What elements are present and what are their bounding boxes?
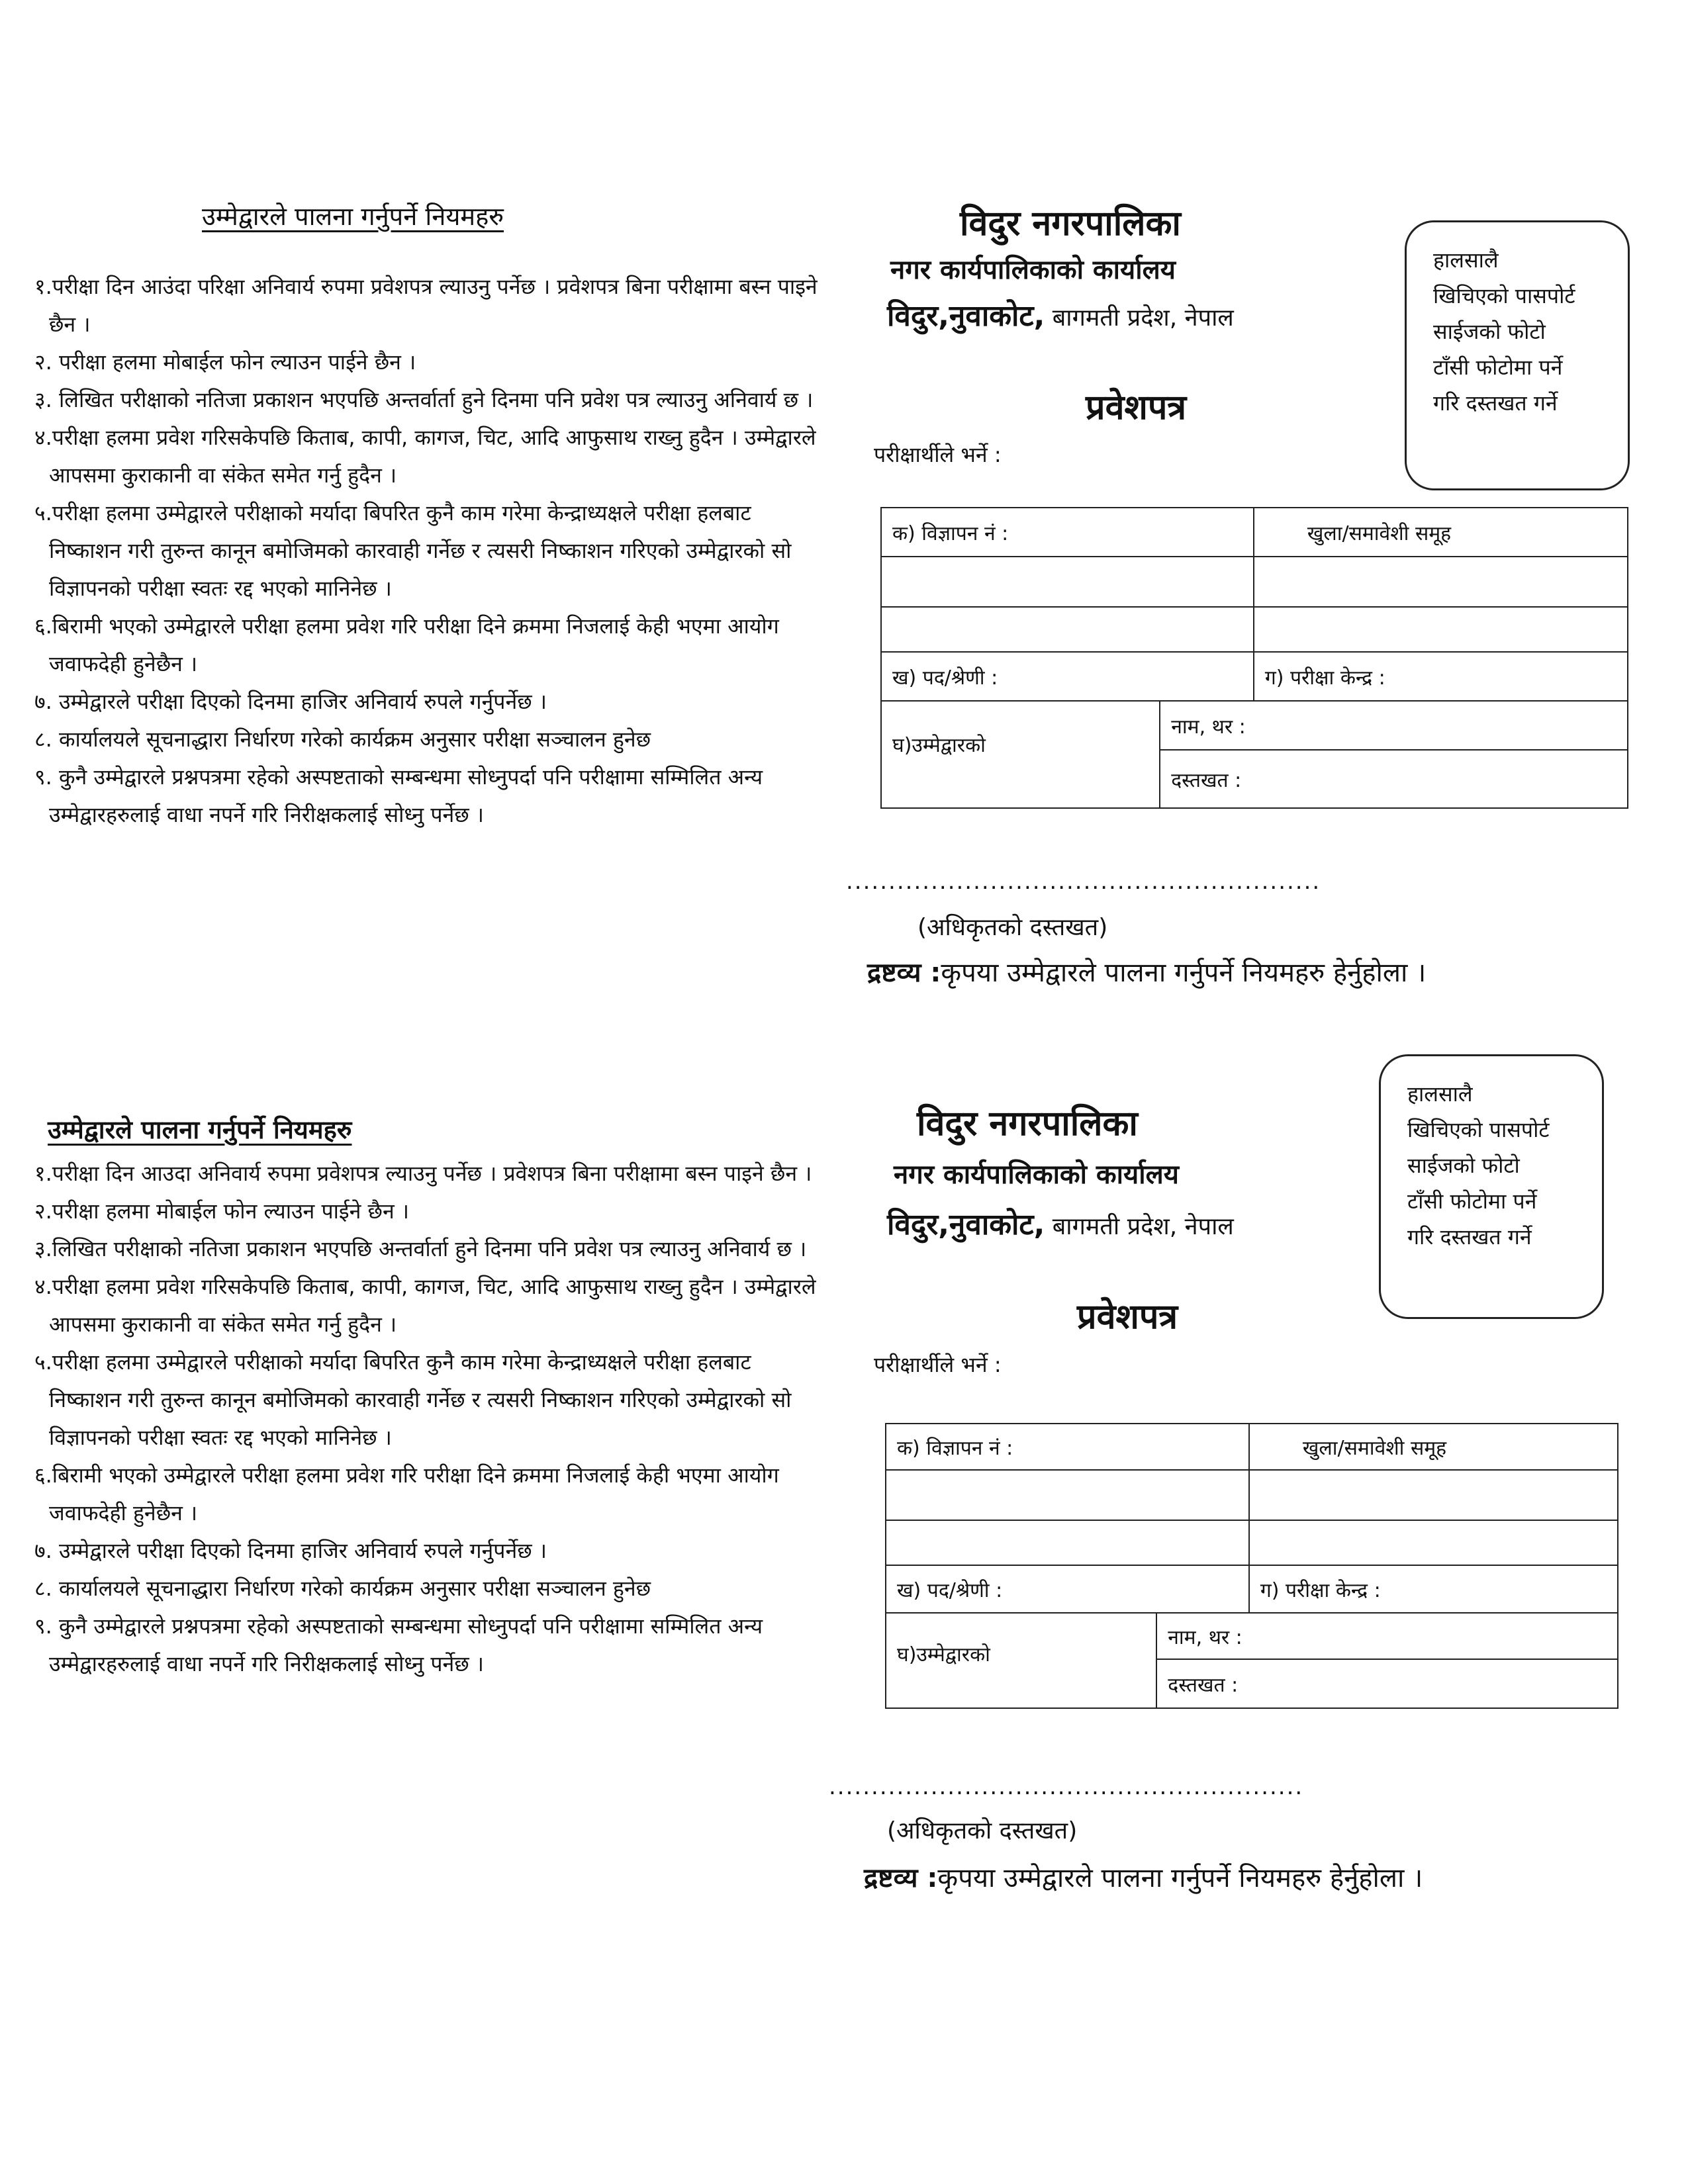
rule-item: ४.परीक्षा हलमा प्रवेश गरिसकेपछि किताब, कापी, कागज, चिट, आदि आफुसाथ राख्नु हुदैन । उम्मेद्वारले आपसमा कुराकानी वा संकेत समेत गर्नु हुदैन । (34, 425, 816, 488)
blank-cell[interactable] (1254, 607, 1628, 652)
advert-no-cell[interactable]: क) विज्ञापन नं : (886, 1424, 1249, 1470)
rules-title: उम्मेद्वारले पालना गर्नुपर्ने नियमहरु (48, 1115, 352, 1144)
blank-cell[interactable] (1254, 557, 1628, 607)
doc-title: प्रवेशपत्र (1086, 388, 1187, 428)
note-label: द्रष्टव्य : (864, 1863, 938, 1893)
rule-item: ८. कार्यालयले सूचनाद्धारा निर्धारण गरेको कार्यक्रम अनुसार परीक्षा सञ्चालन हुनेछ (34, 1576, 651, 1601)
photo-line: साईजको फोटो (1433, 319, 1546, 344)
address (887, 295, 1234, 334)
signature-line: ........................................................ (846, 868, 1321, 895)
address-bold: विदुर,नुवाकोट, (887, 299, 1045, 333)
rule-item: २. परीक्षा हलमा मोबाईल फोन ल्याउन पाईने छैन । (34, 349, 416, 375)
rules-title: उम्मेद्वारले पालना गर्नुपर्ने नियमहरु (202, 202, 504, 231)
note (864, 1858, 1423, 1895)
photo-line: गरि दस्तखत गर्ने (1433, 390, 1558, 416)
blank-cell[interactable] (881, 607, 1254, 652)
rule-item: ८. कार्यालयले सूचनाद्धारा निर्धारण गरेको कार्यक्रम अनुसार परीक्षा सञ्चालन हुनेछ (34, 727, 651, 752)
address-rest: बागमती प्रदेश, नेपाल (1045, 1213, 1234, 1240)
note-label: द्रष्टव्य : (867, 958, 941, 988)
fill-label: परीक्षार्थीले भर्ने : (874, 442, 1002, 467)
note-text: कृपया उम्मेद्वारले पालना गर्नुपर्ने नियमहरु हेर्नुहोला । (937, 1863, 1423, 1893)
rule-item: ७. उम्मेद्वारले परीक्षा दिएको दिनमा हाजिर अनिवार्य रुपले गर्नुपर्नेछ । (34, 1538, 547, 1563)
photo-line: खिचिएको पासपोर्ट (1433, 283, 1575, 308)
photo-line: खिचिएको पासपोर्ट (1407, 1117, 1550, 1142)
rule-item: ९. कुनै उम्मेद्वारले प्रश्नपत्रमा रहेको अस्पष्टताको सम्बन्धमा सोध्नुपर्दा पनि परीक्षामा सम्मिलित अन्य उम्मेद्वारहरुलाई वाधा नपर्ने गरि निरीक्षकलाई सोध्नु पर्नेछ । (34, 764, 763, 827)
office-name: विदुर नगरपालिका (960, 204, 1181, 244)
official-signature: (अधिकृतको दस्तखत) (917, 914, 1108, 941)
name-cell[interactable]: नाम, थर : (1160, 701, 1628, 750)
office-sub: नगर कार्यपालिकाको कार्यालय (890, 255, 1176, 285)
group-cell[interactable]: खुला/समावेशी समूह (1254, 508, 1628, 557)
rule-item: २.परीक्षा हलमा मोबाईल फोन ल्याउन पाईने छैन । (34, 1199, 410, 1224)
photo-line: टाँसी फोटोमा पर्ने (1407, 1189, 1537, 1214)
rule-item: ५.परीक्षा हलमा उम्मेद्वारले परीक्षाको मर्यादा बिपरित कुनै काम गरेमा केन्द्राध्यक्षले परीक्षा हलबाट निष्काशन गरी तुरुन्त कानून बमोजिमको कारवाही गर्नेछ र त्यसरी निष्काशन गरिएको उम्मेद्वारको सो विज्ञापनको परीक्षा स्वतः रद्द भएको मानिनेछ । (34, 500, 792, 601)
doc-title: प्रवेशपत्र (1077, 1297, 1178, 1337)
photo-line: साईजको फोटो (1407, 1153, 1520, 1178)
address (887, 1203, 1234, 1243)
photo-line: गरि दस्तखत गर्ने (1407, 1224, 1532, 1250)
photo-line: हालसालै (1407, 1081, 1473, 1107)
rules-list (34, 1155, 829, 1683)
post-level-cell[interactable]: ख) पद/श्रेणी : (886, 1565, 1249, 1613)
photo-line: हालसालै (1433, 248, 1499, 273)
rule-item: ६.बिरामी भएको उम्मेद्वारले परीक्षा हलमा प्रवेश गरि परीक्षा दिने क्रममा निजलाई केही भएमा आयोग जवाफदेही हुनेछैन । (34, 1463, 779, 1525)
signature-cell[interactable]: दस्तखत : (1156, 1659, 1618, 1708)
official-signature: (अधिकृतको दस्तखत) (887, 1817, 1078, 1844)
address-rest: बागमती प्रदेश, नेपाल (1045, 304, 1234, 332)
rules-list (34, 268, 829, 834)
address-bold: विदुर,नुवाकोट, (887, 1208, 1045, 1242)
signature-line: ........................................................ (829, 1774, 1304, 1800)
candidate-cell: घ)उम्मेद्वारको (886, 1613, 1156, 1708)
photo-box (1405, 220, 1630, 490)
signature-cell[interactable]: दस्तखत : (1160, 750, 1628, 808)
entry-form-table (885, 1423, 1618, 1709)
rule-item: ५.परीक्षा हलमा उम्मेद्वारले परीक्षाको मर्यादा बिपरित कुनै काम गरेमा केन्द्राध्यक्षले परीक्षा हलबाट निष्काशन गरी तुरुन्त कानून बमोजिमको कारवाही गर्नेछ र त्यसरी निष्काशन गरिएको उम्मेद्वारको सो विज्ञापनको परीक्षा स्वतः रद्द भएको मानिनेछ । (34, 1349, 792, 1450)
entry-form-table (880, 507, 1628, 809)
advert-no-cell[interactable]: क) विज्ञापन नं : (881, 508, 1254, 557)
exam-center-cell[interactable]: ग) परीक्षा केन्द्र : (1249, 1565, 1618, 1613)
post-level-cell[interactable]: ख) पद/श्रेणी : (881, 652, 1254, 701)
group-cell[interactable]: खुला/समावेशी समूह (1249, 1424, 1618, 1470)
rule-item: १.परीक्षा दिन आउदा अनिवार्य रुपमा प्रवेशपत्र ल्याउनु पर्नेछ । प्रवेशपत्र बिना परीक्षामा बस्न पाइने छैन । (34, 1161, 812, 1186)
rule-item: ३. लिखित परीक्षाको नतिजा प्रकाशन भएपछि अन्तर्वार्ता हुने दिनमा पनि प्रवेश पत्र ल्याउनु अनिवार्य छ । (34, 387, 814, 412)
office-name: विदुर नगरपालिका (917, 1104, 1138, 1144)
office-sub: नगर कार्यपालिकाको कार्यालय (894, 1160, 1179, 1190)
rule-item: १.परीक्षा दिन आउंदा परिक्षा अनिवार्य रुपमा प्रवेशपत्र ल्याउनु पर्नेछ । प्रवेशपत्र बिना परीक्षामा बस्न पाइने छैन । (34, 274, 818, 337)
rule-item: ३.लिखित परीक्षाको नतिजा प्रकाशन भएपछि अन्तर्वार्ता हुने दिनमा पनि प्रवेश पत्र ल्याउनु अनिवार्य छ । (34, 1236, 807, 1261)
photo-line: टाँसी फोटोमा पर्ने (1433, 355, 1563, 380)
candidate-cell: घ)उम्मेद्वारको (881, 701, 1160, 808)
blank-cell[interactable] (1249, 1520, 1618, 1565)
blank-cell[interactable] (881, 557, 1254, 607)
rule-item: ६.बिरामी भएको उम्मेद्वारले परीक्षा हलमा प्रवेश गरि परीक्षा दिने क्रममा निजलाई केही भएमा आयोग जवाफदेही हुनेछैन । (34, 614, 779, 676)
blank-cell[interactable] (886, 1520, 1249, 1565)
blank-cell[interactable] (886, 1470, 1249, 1520)
note-text: कृपया उम्मेद्वारले पालना गर्नुपर्ने नियमहरु हेर्नुहोला । (941, 958, 1427, 988)
photo-box (1379, 1054, 1604, 1319)
note (867, 953, 1426, 989)
rule-item: ९. कुनै उम्मेद्वारले प्रश्नपत्रमा रहेको अस्पष्टताको सम्बन्धमा सोध्नुपर्दा पनि परीक्षामा सम्मिलित अन्य उम्मेद्वारहरुलाई वाधा नपर्ने गरि निरीक्षकलाई सोध्नु पर्नेछ । (34, 1614, 763, 1676)
name-cell[interactable]: नाम, थर : (1156, 1613, 1618, 1659)
rule-item: ७. उम्मेद्वारले परीक्षा दिएको दिनमा हाजिर अनिवार्य रुपले गर्नुपर्नेछ । (34, 689, 547, 714)
fill-label: परीक्षार्थीले भर्ने : (874, 1352, 1002, 1377)
rule-item: ४.परीक्षा हलमा प्रवेश गरिसकेपछि किताब, कापी, कागज, चिट, आदि आफुसाथ राख्नु हुदैन । उम्मेद्वारले आपसमा कुराकानी वा संकेत समेत गर्नु हुदैन । (34, 1274, 816, 1337)
blank-cell[interactable] (1249, 1470, 1618, 1520)
exam-center-cell[interactable]: ग) परीक्षा केन्द्र : (1254, 652, 1628, 701)
